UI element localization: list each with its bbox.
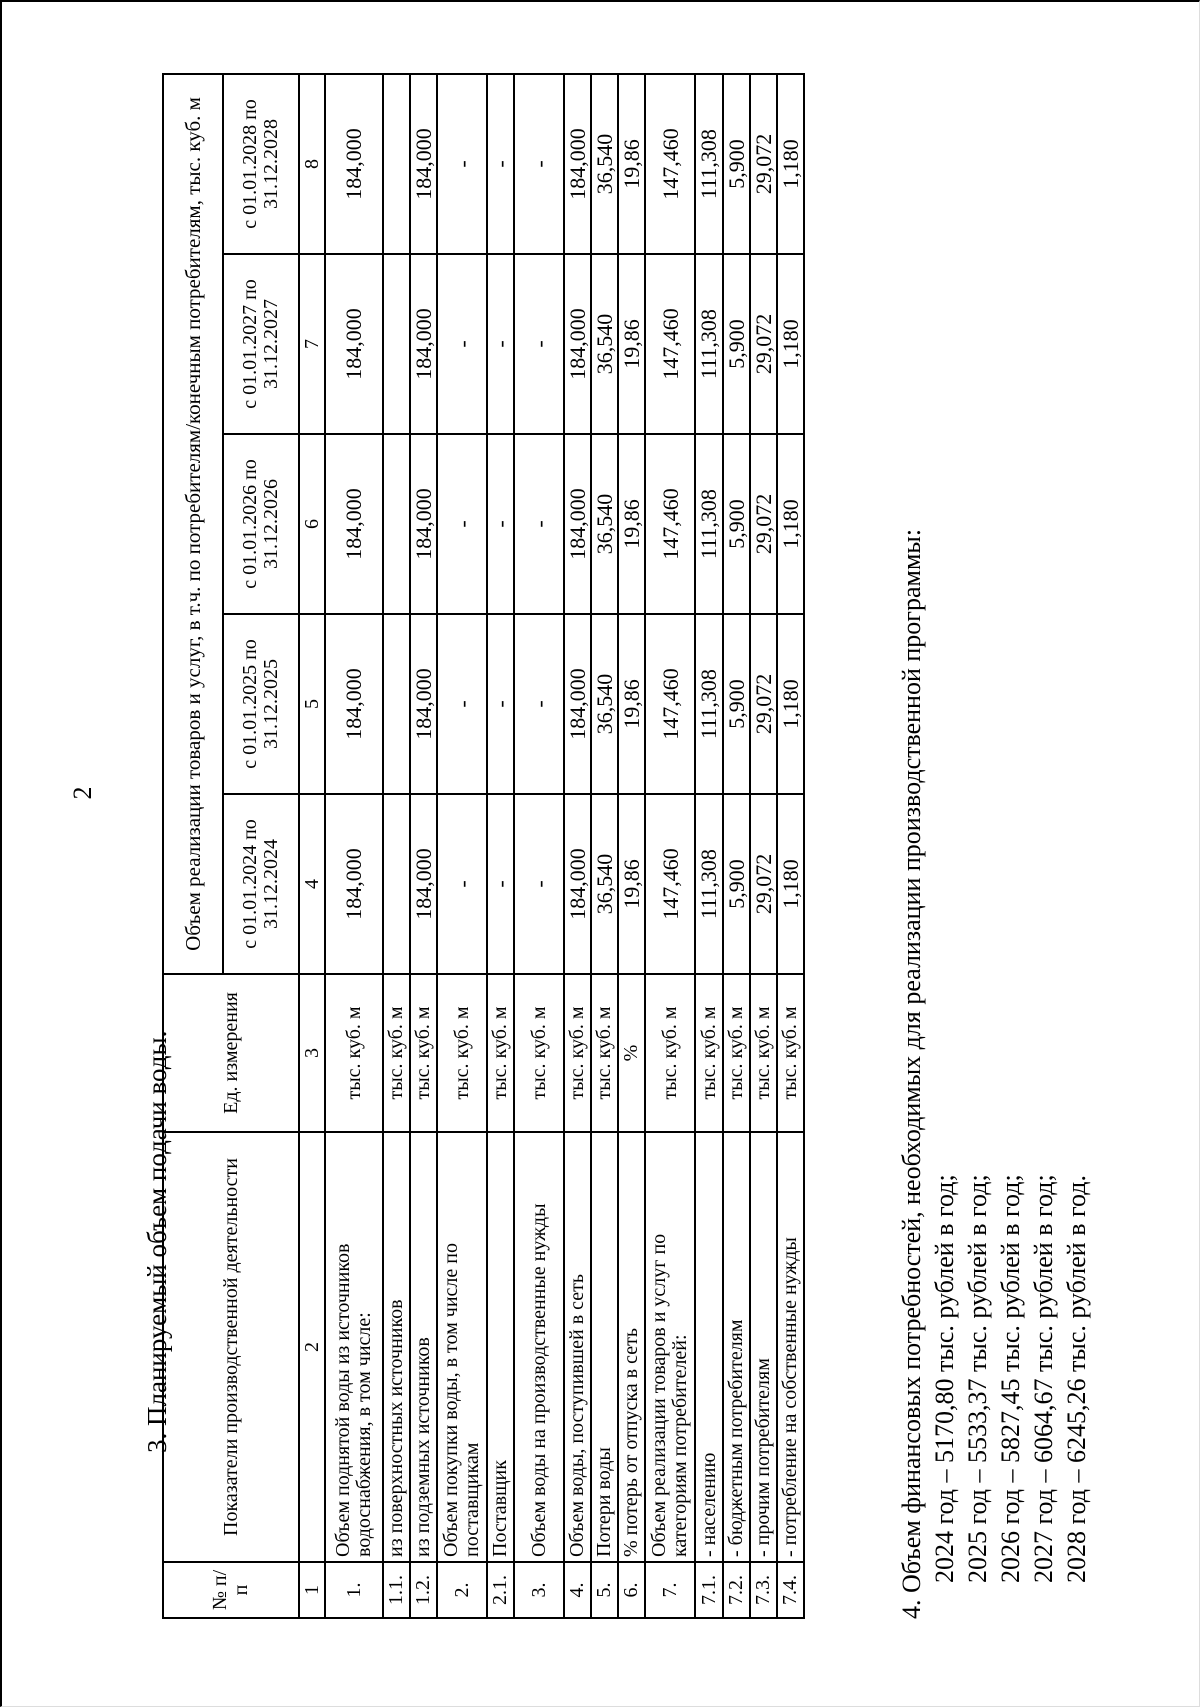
row-value: 111,308 [695, 74, 722, 254]
row-unit: тыс. куб. м [487, 974, 514, 1132]
table-row [645, 74, 695, 1618]
row-value: 19,86 [618, 794, 645, 974]
row-value: 111,308 [695, 794, 722, 974]
table-row [514, 74, 564, 1618]
row-indicator: из подземных источников [410, 1132, 437, 1562]
row-unit: тыс. куб. м [437, 974, 487, 1132]
row-indicator: Объем покупки воды, в том числе по поставщикам [437, 1132, 487, 1562]
row-value: 1,180 [777, 74, 804, 254]
header-period-2027: с 01.01.2027 по 31.12.2027 [223, 254, 299, 434]
row-unit: тыс. куб. м [777, 974, 804, 1132]
header-sales-volume: Объем реализации товаров и услуг, в т.ч. по потребителям/конечным потребителям, тыс. куб. м [163, 74, 223, 974]
row-value: 1,180 [777, 254, 804, 434]
page-number: 2 [68, 786, 97, 800]
row-value: - [487, 794, 514, 974]
row-value [383, 74, 410, 254]
row-indicator: Объем реализации товаров и услуг по категориям потребителей: [645, 1132, 695, 1562]
row-number: 7.1. [695, 1562, 722, 1618]
row-value: - [437, 614, 487, 794]
table-row [695, 74, 722, 1618]
row-unit: тыс. куб. м [591, 974, 618, 1132]
row-value: 184,000 [325, 614, 383, 794]
financial-line-2027: 2027 год – 6064,67 тыс. рублей в год; [1029, 1174, 1058, 1583]
row-value: 184,000 [325, 434, 383, 614]
row-value: 111,308 [695, 434, 722, 614]
section-4-title: 4. Объем финансовых потребностей, необходимых для реализации производственной программы: [897, 528, 926, 1619]
row-value: 184,000 [410, 794, 437, 974]
row-unit: тыс. куб. м [383, 974, 410, 1132]
row-value: - [437, 434, 487, 614]
row-value: 147,460 [645, 794, 695, 974]
row-unit: тыс. куб. м [514, 974, 564, 1132]
row-unit: % [618, 974, 645, 1132]
row-unit: тыс. куб. м [325, 974, 383, 1132]
row-unit: тыс. куб. м [723, 974, 750, 1132]
row-value: - [487, 434, 514, 614]
row-value: 36,540 [591, 614, 618, 794]
row-value: 19,86 [618, 254, 645, 434]
row-value: 5,900 [723, 74, 750, 254]
row-value: 36,540 [591, 74, 618, 254]
table-body [325, 74, 804, 1618]
row-number: 3. [514, 1562, 564, 1618]
row-number: 6. [618, 1562, 645, 1618]
col-number-6: 6 [299, 434, 325, 614]
row-value: 184,000 [410, 434, 437, 614]
row-value: - [437, 254, 487, 434]
row-value [383, 254, 410, 434]
col-number-8: 8 [299, 74, 325, 254]
row-number: 2.1. [487, 1562, 514, 1618]
section-3-title: 3. Планируемый объем подачи воды. [142, 1030, 172, 1453]
table-row [487, 74, 514, 1618]
row-value [383, 794, 410, 974]
financial-line-2028: 2028 год – 6245,26 тыс. рублей в год. [1062, 1175, 1091, 1583]
row-number: 2. [437, 1562, 487, 1618]
row-value: 184,000 [325, 74, 383, 254]
row-value: - [514, 434, 564, 614]
header-indicator: Показатели производственной деятельности [163, 1132, 299, 1562]
col-number-1: 1 [299, 1562, 325, 1618]
table-row [564, 74, 591, 1618]
row-unit: тыс. куб. м [410, 974, 437, 1132]
row-value: 111,308 [695, 614, 722, 794]
table-row [410, 74, 437, 1618]
row-indicator: - потребление на собственные нужды [777, 1132, 804, 1562]
row-value: 19,86 [618, 74, 645, 254]
header-period-2024: с 01.01.2024 по 31.12.2024 [223, 794, 299, 974]
table-row [777, 74, 804, 1618]
col-number-2: 2 [299, 1132, 325, 1562]
row-value: 29,072 [750, 614, 777, 794]
row-indicator: Объем воды, поступившей в сеть [564, 1132, 591, 1562]
header-period-2025: с 01.01.2025 по 31.12.2025 [223, 614, 299, 794]
table-row [383, 74, 410, 1618]
col-number-5: 5 [299, 614, 325, 794]
row-value: 1,180 [777, 614, 804, 794]
row-unit: тыс. куб. м [695, 974, 722, 1132]
header-period-2028: с 01.01.2028 по 31.12.2028 [223, 74, 299, 254]
row-value: - [487, 254, 514, 434]
row-value: - [437, 74, 487, 254]
row-value: 19,86 [618, 614, 645, 794]
row-value: 111,308 [695, 254, 722, 434]
table-row [325, 74, 383, 1618]
row-indicator: Поставщик [487, 1132, 514, 1562]
row-indicator: % потерь от отпуска в сеть [618, 1132, 645, 1562]
row-value: 36,540 [591, 794, 618, 974]
row-indicator: - населению [695, 1132, 722, 1562]
section-4 [895, 529, 1093, 1619]
row-value: 184,000 [325, 794, 383, 974]
financial-line-2025: 2025 год – 5533,37 тыс. рублей в год; [963, 1174, 992, 1583]
row-number: 7. [645, 1562, 695, 1618]
row-value [383, 614, 410, 794]
row-value: 184,000 [410, 614, 437, 794]
table-row [591, 74, 618, 1618]
row-indicator: Потери воды [591, 1132, 618, 1562]
row-value: 1,180 [777, 434, 804, 614]
row-unit: тыс. куб. м [645, 974, 695, 1132]
row-value: 184,000 [564, 74, 591, 254]
row-number: 7.4. [777, 1562, 804, 1618]
row-unit: тыс. куб. м [750, 974, 777, 1132]
row-indicator: - бюджетным потребителям [723, 1132, 750, 1562]
table-row [723, 74, 750, 1618]
row-value: 36,540 [591, 434, 618, 614]
row-value: 5,900 [723, 614, 750, 794]
financial-line-2024: 2024 год – 5170,80 тыс. рублей в год; [930, 1174, 959, 1583]
table-row [618, 74, 645, 1618]
row-value: - [487, 74, 514, 254]
row-value: - [514, 614, 564, 794]
row-value: - [514, 254, 564, 434]
header-num: № п/п [163, 1562, 299, 1618]
row-value: 5,900 [723, 254, 750, 434]
row-value: 184,000 [410, 254, 437, 434]
financial-line-2026: 2026 год – 5827,45 тыс. рублей в год; [996, 1174, 1025, 1583]
row-number: 1. [325, 1562, 383, 1618]
row-value: 147,460 [645, 434, 695, 614]
row-number: 1.2. [410, 1562, 437, 1618]
row-unit: тыс. куб. м [564, 974, 591, 1132]
row-value: 184,000 [325, 254, 383, 434]
row-value: 29,072 [750, 74, 777, 254]
row-value: 184,000 [564, 434, 591, 614]
row-value: - [514, 794, 564, 974]
row-number: 4. [564, 1562, 591, 1618]
row-value: 19,86 [618, 434, 645, 614]
row-number: 7.2. [723, 1562, 750, 1618]
row-value: 36,540 [591, 254, 618, 434]
row-value: 29,072 [750, 794, 777, 974]
row-value: 147,460 [645, 74, 695, 254]
row-value: 184,000 [564, 614, 591, 794]
row-value: 5,900 [723, 794, 750, 974]
header-unit: Ед. измерения [163, 974, 299, 1132]
water-supply-table [162, 73, 805, 1619]
row-indicator: Объем поднятой воды из источников водоснабжения, в том числе: [325, 1132, 383, 1562]
row-value: - [487, 614, 514, 794]
row-number: 7.3. [750, 1562, 777, 1618]
row-value: 184,000 [564, 794, 591, 974]
row-value: 5,900 [723, 434, 750, 614]
header-period-2026: с 01.01.2026 по 31.12.2026 [223, 434, 299, 614]
row-value: 184,000 [410, 74, 437, 254]
row-value: 1,180 [777, 794, 804, 974]
table-row [750, 74, 777, 1618]
row-value: - [514, 74, 564, 254]
row-value: 147,460 [645, 614, 695, 794]
row-value: 147,460 [645, 254, 695, 434]
row-value: 29,072 [750, 434, 777, 614]
row-value: 29,072 [750, 254, 777, 434]
col-number-7: 7 [299, 254, 325, 434]
column-number-row [299, 74, 325, 1618]
row-number: 1.1. [383, 1562, 410, 1618]
row-indicator: - прочим потребителям [750, 1132, 777, 1562]
col-number-4: 4 [299, 794, 325, 974]
col-number-3: 3 [299, 974, 325, 1132]
row-value [383, 434, 410, 614]
row-indicator: из поверхностных источников [383, 1132, 410, 1562]
row-number: 5. [591, 1562, 618, 1618]
row-indicator: Объем воды на производственные нужды [514, 1132, 564, 1562]
row-value: 184,000 [564, 254, 591, 434]
row-value: - [437, 794, 487, 974]
table-row [437, 74, 487, 1618]
